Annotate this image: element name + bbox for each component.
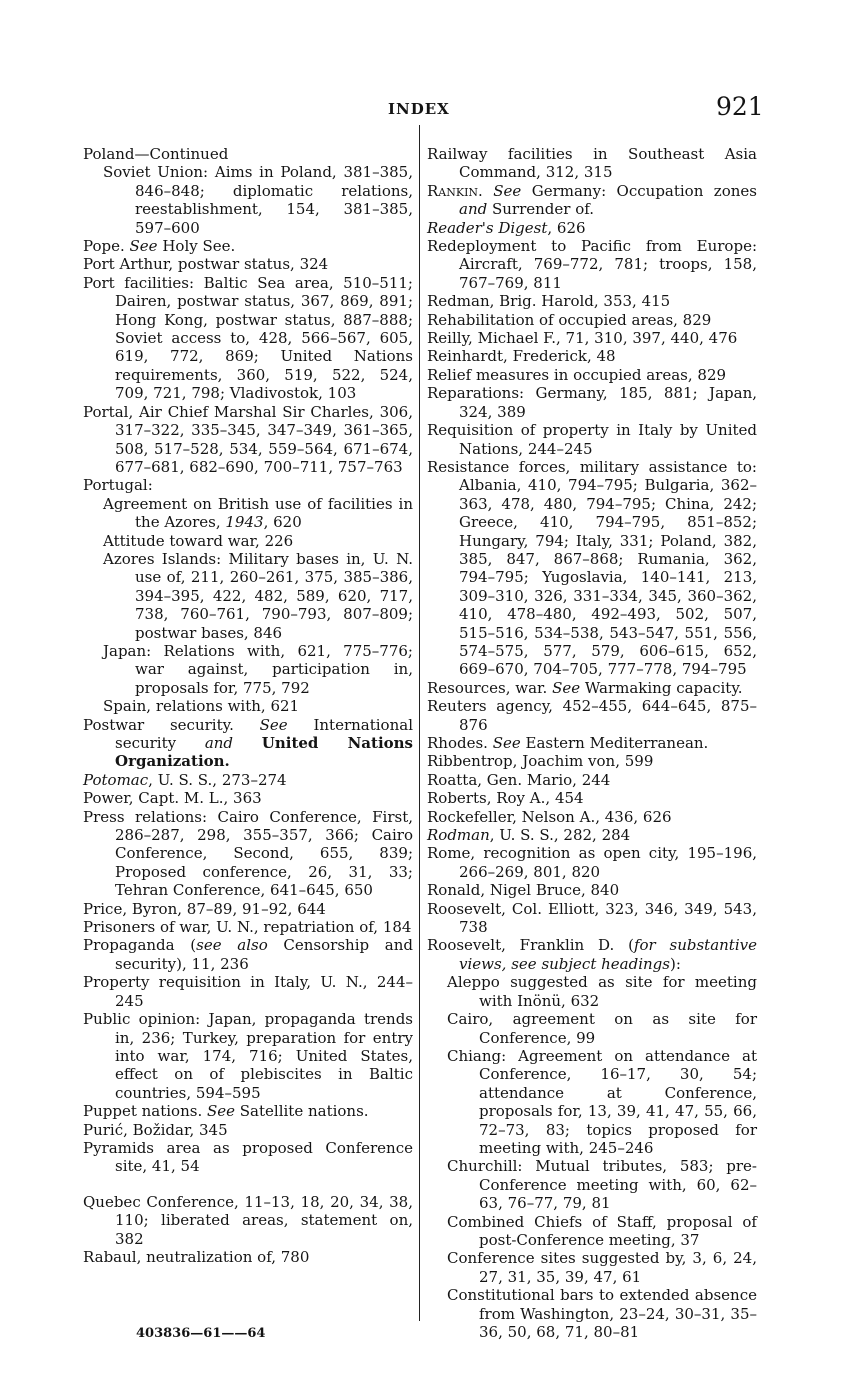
- index-entry: [83, 1193, 413, 1248]
- index-entry: [83, 808, 413, 900]
- index-text-run: , U. S. S., 282, 284: [489, 826, 631, 845]
- index-subentry: [427, 1249, 757, 1286]
- index-text-run: Soviet Union: Aims in Poland, 381–385, 846–848; diplomatic relations, reestablishment, 154, 381–385, 597–600: [103, 163, 413, 237]
- index-text-run: Spain, relations with, 621: [103, 697, 300, 716]
- index-text-run: United Nations Organization.: [115, 734, 413, 771]
- index-entry: [427, 771, 757, 789]
- index-text-run: Reader's Digest: [427, 218, 548, 237]
- index-text-run: See: [129, 237, 158, 256]
- index-text-run: Roosevelt, Col. Elliott, 323, 346, 349, 543, 738: [427, 899, 757, 937]
- index-text-run: Railway facilities in Southeast Asia Command, 312, 315: [427, 145, 757, 182]
- index-subentry: [83, 532, 413, 550]
- index-entry: [83, 1102, 413, 1120]
- index-entry: [83, 936, 413, 973]
- index-text-run: , U. S. S., 273–274: [148, 770, 287, 789]
- index-text-run: Pope.: [83, 237, 130, 256]
- index-text-run: and: [204, 734, 234, 752]
- running-header: INDEX: [388, 100, 450, 118]
- index-text-run: Agreement on British use of facilities in the Azores,: [103, 494, 413, 532]
- index-text-run: Requisition of property in Italy by United Nations, 244–245: [427, 421, 757, 458]
- index-entry: [427, 808, 757, 826]
- index-text-run: [233, 734, 262, 752]
- index-subentry: [427, 1047, 757, 1157]
- index-text-run: Puppet nations.: [83, 1102, 207, 1121]
- index-entry: [83, 918, 413, 936]
- index-text-run: Propaganda (: [83, 936, 197, 955]
- index-text-run: Roberts, Roy A., 454: [427, 789, 584, 808]
- index-text-run: International security: [115, 715, 413, 752]
- index-text-run: Rhodes.: [427, 734, 493, 752]
- index-entry: [83, 900, 413, 918]
- index-text-run: Press relations: Cairo Conference, First, 286–287, 298, 355–357, 366; Cairo Conference, Second, 655, 839; Proposed conference, 26, 31, 33; Tehran Conference, 641–645, 650: [83, 807, 413, 900]
- index-text-run: See: [259, 715, 288, 734]
- index-text-run: Rehabilitation of occupied areas, 829: [427, 310, 712, 329]
- index-column-left: [83, 145, 413, 1266]
- index-text-run: Prisoners of war, U. N., repatriation of, 184: [83, 918, 412, 937]
- index-subentry: [83, 163, 413, 237]
- index-text-run: 1943: [225, 513, 264, 532]
- index-text-run: Resources, war.: [427, 678, 553, 697]
- index-text-run: Redman, Brig. Harold, 353, 415: [427, 292, 671, 311]
- index-text-run: Rome, recognition as open city, 195–196, 266–269, 801, 820: [427, 844, 757, 881]
- index-entry: [427, 752, 757, 770]
- index-text-run: Ribbentrop, Joachim von, 599: [427, 752, 654, 771]
- index-text-run: Reilly, Michael F., 71, 310, 397, 440, 476: [427, 329, 738, 348]
- index-entry: [427, 734, 757, 752]
- index-entry: [427, 145, 757, 182]
- index-subentry: [83, 495, 413, 532]
- index-text-run: Holy See.: [157, 237, 236, 256]
- index-entry: [83, 255, 413, 273]
- index-text-run: see also: [196, 936, 268, 955]
- index-text-run: Power, Capt. M. L., 363: [83, 789, 262, 808]
- index-text-run: Cairo, agreement on as site for Conference, 99: [447, 1010, 757, 1047]
- index-text-run: See: [552, 678, 581, 697]
- index-heading: [83, 145, 413, 163]
- index-text-run: Rodman: [427, 826, 490, 845]
- index-text-run: Roatta, Gen. Mario, 244: [427, 770, 611, 789]
- index-subentry: [427, 973, 757, 1010]
- index-text-run: Censorship and security), 11, 236: [115, 936, 413, 973]
- index-text-run: Quebec Conference, 11–13, 18, 20, 34, 38, 110; liberated areas, statement on, 382: [83, 1192, 413, 1248]
- index-text-run: See: [493, 181, 522, 200]
- index-entry: [427, 366, 757, 384]
- index-entry: [427, 384, 757, 421]
- index-text-run: Chiang: Agreement on attendance at Conference, 16–17, 30, 54; attendance at Conference, proposals for, 13, 39, 41, 47, 55, 66, 72–73, 83; topics proposed for meeting with, 245–246: [447, 1046, 757, 1157]
- index-text-run: Ronald, Nigel Bruce, 840: [427, 881, 620, 900]
- index-column-right: [427, 145, 757, 1341]
- index-entry: [83, 789, 413, 807]
- index-subentry: [427, 1157, 757, 1212]
- index-entry: [427, 182, 757, 219]
- index-text-run: , 626: [547, 218, 586, 237]
- index-text-run: Germany: Occupation zones: [521, 181, 757, 200]
- index-text-run: Potomac: [83, 770, 149, 789]
- index-text-run: See: [492, 734, 521, 752]
- index-text-run: Port Arthur, postwar status, 324: [83, 255, 329, 274]
- index-entry: [83, 403, 413, 477]
- index-entry: [83, 476, 413, 494]
- index-text-run: for substantive views, see subject headings: [459, 936, 757, 973]
- index-entry: [83, 771, 413, 789]
- index-entry: [427, 900, 757, 937]
- index-text-run: Public opinion: Japan, propaganda trends in, 236; Turkey, preparation for entry into war, 174, 716; United States, effect on of plebiscites in Baltic countries, 594–595: [83, 1010, 413, 1102]
- index-text-run: Redeployment to Pacific from Europe: Aircraft, 769–772, 781; troops, 158, 767–769, 811: [427, 237, 757, 292]
- index-entry: [83, 1010, 413, 1102]
- index-text-run: Azores Islands: Military bases in, U. N. use of, 211, 260–261, 375, 385–386, 394–395, 422, 482, 589, 620, 717, 738, 760–761, 790–793, 807–809; postwar bases, 846: [103, 549, 413, 642]
- index-text-run: See: [206, 1102, 236, 1121]
- index-entry: [427, 311, 757, 329]
- index-entry: [427, 347, 757, 365]
- index-text-run: Rankin.: [427, 181, 483, 200]
- index-text-run: Rockefeller, Nelson A., 436, 626: [427, 807, 672, 826]
- index-text-run: Reuters agency, 452–455, 644–645, 875–876: [427, 697, 757, 734]
- index-text-run: Port facilities: Baltic Sea area, 510–511; Dairen, postwar status, 367, 869, 891; Hong Kong, postwar status, 887–888; Soviet access to, 428, 566–567, 605, 619, 772, 869; United Nations requirements, 360, 519, 522, 524, 709, 721, 798; Vladivostok, 103: [83, 273, 413, 403]
- index-text-run: Combined Chiefs of Staff, proposal of post-Conference meeting, 37: [447, 1212, 757, 1249]
- index-entry: [427, 292, 757, 310]
- index-entry: [427, 421, 757, 458]
- index-subentry: [427, 1213, 757, 1250]
- index-text-run: Portal, Air Chief Marshal Sir Charles, 306, 317–322, 335–345, 347–349, 361–365, 508, 517–528, 534, 559–564, 671–674, 677–681, 682–690, 700–711, 757–763: [83, 402, 413, 476]
- index-entry: [427, 936, 757, 973]
- page-number: 921: [716, 92, 764, 121]
- index-text-run: Rabaul, neutralization of, 780: [83, 1247, 310, 1266]
- index-text-run: Surrender of.: [487, 200, 595, 219]
- index-text-run: , 620: [263, 513, 302, 532]
- index-text-run: Price, Byron, 87–89, 91–92, 644: [83, 899, 326, 918]
- index-entry: [427, 844, 757, 881]
- index-subentry: [427, 1010, 757, 1047]
- index-text-run: Satellite nations.: [235, 1102, 369, 1121]
- index-text-run: Poland—Continued: [83, 145, 229, 163]
- index-text-run: ):: [669, 954, 681, 973]
- index-entry: [427, 881, 757, 899]
- column-divider: [419, 125, 420, 1321]
- index-text-run: Pyramids area as proposed Conference site, 41, 54: [83, 1138, 413, 1176]
- index-text-run: [483, 182, 493, 200]
- index-entry: [427, 789, 757, 807]
- index-entry: [83, 1121, 413, 1139]
- index-text-run: Attitude toward war, 226: [103, 531, 294, 550]
- index-entry: [83, 237, 413, 255]
- index-text-run: Japan: Relations with, 621, 775–776; war against, participation in, proposals for, 775, 792: [103, 641, 413, 697]
- index-text-run: Relief measures in occupied areas, 829: [427, 365, 727, 384]
- index-text-run: Warmaking capacity.: [580, 678, 743, 697]
- index-subentry: [83, 550, 413, 642]
- index-text-run: Churchill: Mutual tributes, 583; pre-Conference meeting with, 60, 62–63, 76–77, 79, 81: [447, 1157, 757, 1213]
- printer-footer: 403836—61——64: [136, 1326, 266, 1341]
- index-subentry: [83, 642, 413, 697]
- index-entry: [427, 329, 757, 347]
- index-text-run: Aleppo suggested as site for meeting with Inönü, 632: [447, 973, 757, 1010]
- index-entry: [427, 458, 757, 679]
- index-text-run: Roosevelt, Franklin D. (: [427, 936, 634, 955]
- index-entry: [427, 237, 757, 292]
- index-entry: [427, 697, 757, 734]
- index-entry: [83, 1248, 413, 1266]
- index-subentry: [427, 1286, 757, 1341]
- index-text-run: Property requisition in Italy, U. N., 244–245: [83, 973, 413, 1010]
- index-text-run: Reinhardt, Frederick, 48: [427, 347, 616, 366]
- index-text-run: Reparations: Germany, 185, 881; Japan, 324, 389: [427, 384, 757, 421]
- index-entry: [83, 1139, 413, 1176]
- index-entry: [427, 679, 757, 697]
- index-text-run: Eastern Mediterranean.: [520, 734, 709, 752]
- index-text-run: Postwar security.: [83, 715, 260, 734]
- index-entry: [427, 219, 757, 237]
- index-entry: [83, 973, 413, 1010]
- index-text-run: Purić, Božidar, 345: [83, 1120, 228, 1139]
- index-text-run: and: [459, 200, 488, 219]
- index-entry: [83, 274, 413, 403]
- index-entry: [427, 826, 757, 844]
- index-text-run: Portugal:: [83, 476, 153, 495]
- index-text-run: Resistance forces, military assistance to: Albania, 410, 794–795; Bulgaria, 362–363, 478, 480, 794–795; China, 242; Greece, 410, 794–795, 851–852; Hungary, 794; Italy, 331; Poland, 382, 385, 847, 867–868; Rumania, 362, 794–795; Yugoslavia, 140–141, 213, 309–310, 326, 331–334, 345, 360–362, 410, 478–480, 492–493, 502, 507, 515–516, 534–538, 543–547, 551, 556, 574–575, 577, 579, 606–615, 652, 669–670, 704–705, 777–778, 794–795: [427, 457, 757, 679]
- index-text-run: Conference sites suggested by, 3, 6, 24, 27, 31, 35, 39, 47, 61: [447, 1249, 757, 1286]
- index-subentry: [83, 697, 413, 715]
- index-entry: [83, 716, 413, 771]
- index-text-run: Constitutional bars to extended absence from Washington, 23–24, 30–31, 35–36, 50, 68, 71, 80–81: [447, 1286, 757, 1341]
